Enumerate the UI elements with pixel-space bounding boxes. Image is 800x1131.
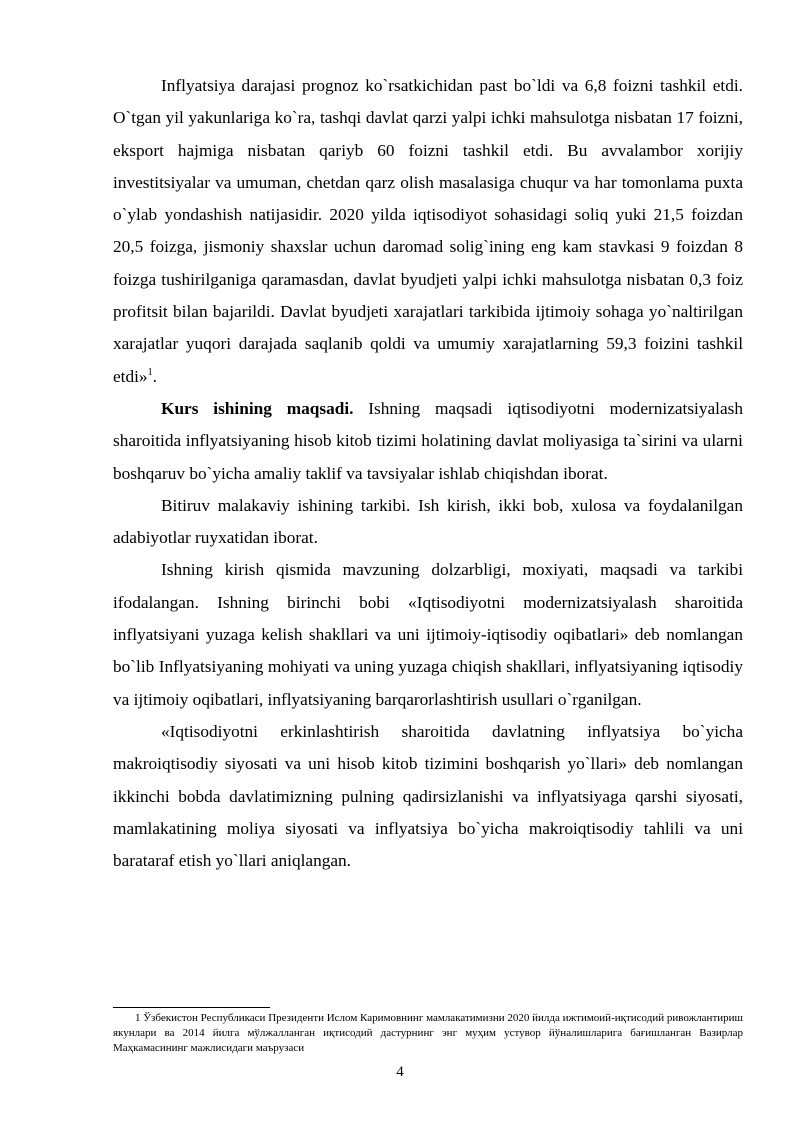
paragraph-text: «Iqtisodiyotni erkinlashtirish sharoitida davlatning inflyatsiya bo`yicha makroiqtisodiy siyosati va uni hisob kitob tizimini boshqarish yo`llari» deb nomlangan ikkinchi bobda davlatimizning pulning qadirsizlanishi va inflyatsiyaga qarshi siyosati, mamlakatining moliya siyosati va inflyatsiya bo`yicha makroiqtisodiy tahlili va uni barataraf etish yo`llari aniqlangan.: [113, 721, 743, 871]
paragraph-text: Inflyatsiya darajasi prognoz ko`rsatkichidan past bo`ldi va 6,8 foizni tashkil etdi. O`tgan yil yakunlariga ko`ra, tashqi davlat qarzi yalpi ichki mahsulotga nisbatan 17 foizni, eksport hajmiga nisbatan qariyb 60 foizni tashkil etdi. Bu avvalambor xorijiy investitsiyalar va umuman, chetdan qarz olish masalasiga chuqur va har tomonlama puxta o`ylab yondashish natijasidir. 2020 yilda iqtisodiyot sohasidagi soliq yuki 21,5 foizdan 20,5 foizga, jismoniy shaxslar uchun daromad solig`ining eng kam stavkasi 9 foizdan 8 foizga tushirilganiga qaramasdan, davlat byudjeti yalpi ichki mahsulotga nisbatan 0,3 foiz profitsit bilan bajarildi. Davlat byudjeti xarajatlari tarkibida ijtimoiy sohaga yo`naltirilgan xarajatlar yuqori darajada saqlanib qoldi va umumiy xarajatlarning 59,3 foizini tashkil etdi»: [113, 76, 743, 386]
footnote-text: Ўзбекистон Республикаси Президенти Ислом Каримовнинг мамлакатимизни 2020 йилда ижтимоий-иқтисодий ривожлантириш якунлари ва 2014 йилга мўлжалланган иқтисодий дастурнинг энг муҳим устувор йўналишларига бағишланган Вазирлар Маҳкамасининг мажлисидаги маърузаси: [113, 1012, 743, 1054]
paragraph-text: Bitiruv malakaviy ishining tarkibi. Ish kirish, ikki bob, xulosa va foydalanilgan adabiyotlar ruyxatidan iborat.: [113, 495, 743, 548]
page-number: 4: [396, 1064, 404, 1080]
paragraph-structure: [113, 490, 743, 555]
paragraph-introduction: [113, 554, 743, 715]
paragraph-text: Ishning maqsadi iqtisodiyotni modernizatsiyalash sharoitida inflyatsiyaning hisob kitob tizimi holatining davlat moliyasiga ta`sirini va ularni boshqaruv bo`yicha amaliy taklif va tavsiyalar ishlab chiqishdan iborat.: [113, 398, 744, 483]
paragraph-chapter-two: [113, 716, 743, 877]
paragraph-course-goal: [113, 393, 743, 490]
paragraph-inflation-summary: [113, 70, 743, 393]
footnote-entry: [113, 1011, 743, 1056]
paragraph-text: Ishning kirish qismida mavzuning dolzarbligi, moxiyati, maqsadi va tarkibi ifodalangan. Ishning birinchi bobi «Iqtisodiyotni modernizatsiyalash sharoitida inflyatsiyani yuzaga kelish shakllari va uni ijtimoiy-iqtisodiy oqibatlari» deb nomlangan bo`lib Inflyatsiyaning mohiyati va uning yuzaga chiqish shakllari, inflyatsiyaning iqtisodiy va ijtimoiy oqibatlari, inflyatsiyaning barqarorlashtirish usullari o`rganilgan.: [113, 560, 743, 709]
footnote: [113, 1011, 743, 1056]
footnote-reference[interactable]: 1: [147, 366, 153, 378]
footnote-separator: [113, 1007, 270, 1008]
body-text: [113, 70, 743, 877]
paragraph-tail: .: [152, 366, 157, 386]
section-heading-goal: Kurs ishining maqsadi.: [161, 398, 354, 418]
footnote-number: 1: [135, 1012, 141, 1024]
